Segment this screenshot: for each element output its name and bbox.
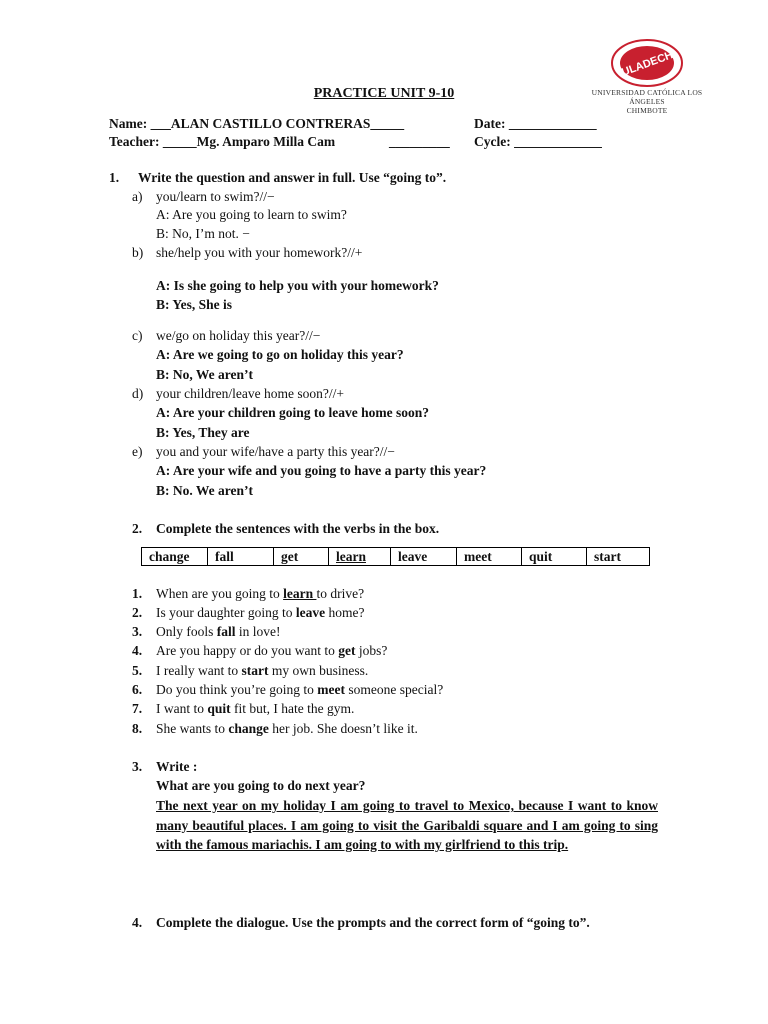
verb-cell: start (587, 548, 650, 566)
sentence-text: I really want to (156, 663, 242, 678)
sentence-verb: leave (295, 605, 326, 620)
item-e-letter: e) (132, 444, 143, 459)
item-a-prompt: you/learn to swim?//− (156, 189, 275, 204)
item-c-answer: B: No, We aren’t (156, 367, 253, 382)
sentence-number: 5. (132, 663, 143, 678)
verb-cell: meet (457, 548, 522, 566)
item-d-prompt: your children/leave home soon?//+ (156, 386, 344, 401)
exercise-4-number: 4. (132, 915, 143, 930)
sentence-text: fit but, I hate the gym. (230, 701, 355, 716)
verb-cell: leave (391, 548, 457, 566)
sentence-2 (156, 604, 364, 622)
date-line: Date: _____________ (474, 116, 597, 131)
verb-cell: change (142, 548, 208, 566)
page-title: PRACTICE UNIT 9-10 (313, 86, 455, 101)
exercise-1-heading: Write the question and answer in full. Use “going to”. (138, 170, 447, 185)
item-d-answer: B: Yes, They are (156, 425, 250, 440)
item-b-question: A: Is she going to help you with your homework? (156, 278, 439, 293)
sentence-text: When are you going to (156, 586, 284, 601)
item-b-letter: b) (132, 245, 144, 260)
sentence-text: my own business. (268, 663, 369, 678)
sentence-text: Do you think you’re going to (156, 682, 318, 697)
exercise-4-heading: Complete the dialogue. Use the prompts and the correct form of “going to”. (156, 915, 590, 930)
item-b-answer: B: Yes, She is (156, 297, 233, 312)
exercise-3-heading: Write : (156, 759, 198, 774)
sentence-number: 8. (132, 721, 143, 736)
sentence-8 (156, 720, 418, 738)
verb-cell: get (274, 548, 329, 566)
sentence-number: 7. (132, 701, 143, 716)
sentence-text: Is your daughter going to (156, 605, 296, 620)
item-c-prompt: we/go on holiday this year?//− (156, 328, 321, 343)
item-a-question: A: Are you going to learn to swim? (156, 207, 347, 222)
sentence-verb: change (228, 721, 269, 736)
sentence-text: home? (325, 605, 365, 620)
exercise-1-number: 1. (109, 170, 120, 185)
item-a-letter: a) (132, 189, 143, 204)
exercise-2-heading: Complete the sentences with the verbs in the box. (156, 521, 440, 536)
sentence-7 (156, 700, 354, 718)
exercise-2-number: 2. (132, 521, 143, 536)
sentence-verb: start (241, 663, 269, 678)
item-e-answer: B: No. We aren’t (156, 483, 253, 498)
name-line: Name: ___ALAN CASTILLO CONTRERAS_____ (109, 116, 405, 131)
item-d-question: A: Are your children going to leave home soon? (156, 405, 429, 420)
verb-cell: quit (522, 548, 587, 566)
exercise-3-answer: The next year on my holiday I am going to travel to Mexico, because I want to know many beautiful places. I am going to visit the Garibaldi square and I am going to sing with the famous mariachis. I am going to with my girlfriend to this trip. (156, 798, 658, 852)
sentence-number: 3. (132, 624, 143, 639)
sentence-3 (156, 623, 281, 641)
cycle-line: Cycle: _____________ (474, 134, 602, 149)
sentence-6 (156, 681, 443, 699)
sentence-verb: quit (207, 701, 231, 716)
sentence-verb: fall (216, 624, 236, 639)
verb-cell: fall (208, 548, 274, 566)
sentence-text: jobs? (355, 643, 388, 658)
sentence-verb: meet (317, 682, 345, 697)
exercise-3-question: What are you going to do next year? (156, 778, 366, 793)
sentence-text: Only fools (156, 624, 217, 639)
item-e-question: A: Are your wife and you going to have a party this year? (156, 463, 487, 478)
item-b-prompt: she/help you with your homework?//+ (156, 245, 363, 260)
verb-cell: learn (329, 548, 391, 566)
sentence-1 (156, 585, 364, 603)
sentence-text: She wants to (156, 721, 229, 736)
sentence-text: I want to (156, 701, 208, 716)
sentence-text: in love! (235, 624, 281, 639)
item-e-prompt: you and your wife/have a party this year?//− (156, 444, 395, 459)
sentence-number: 4. (132, 643, 143, 658)
sentence-text: someone special? (344, 682, 444, 697)
sentence-verb: get (338, 643, 356, 658)
sentence-number: 1. (132, 586, 143, 601)
sentence-text: her job. She doesn’t like it. (268, 721, 418, 736)
sentence-number: 6. (132, 682, 143, 697)
exercise-3-number: 3. (132, 759, 143, 774)
teacher-line: Teacher: _____Mg. Amparo Milla Cam (109, 134, 336, 149)
sentence-text: Are you happy or do you want to (156, 643, 339, 658)
svg-text:ULADECH: ULADECH (620, 49, 675, 79)
verb-box (141, 547, 650, 566)
item-a-answer: B: No, I’m not. − (156, 226, 250, 241)
logo-caption-line-1: UNIVERSIDAD CATÓLICA LOS ÁNGELES (591, 88, 703, 106)
item-c-question: A: Are we going to go on holiday this year? (156, 347, 404, 362)
sentence-verb: learn (283, 586, 317, 601)
uladech-seal-icon (610, 38, 684, 88)
logo-caption-line-2: CHIMBOTE (626, 106, 668, 115)
sentence-number: 2. (132, 605, 143, 620)
sentence-5 (156, 662, 368, 680)
item-d-letter: d) (132, 386, 144, 401)
item-c-letter: c) (132, 328, 143, 343)
teacher-blank: _________ (389, 134, 450, 149)
sentence-text: to drive? (316, 586, 365, 601)
sentence-4 (156, 642, 387, 660)
